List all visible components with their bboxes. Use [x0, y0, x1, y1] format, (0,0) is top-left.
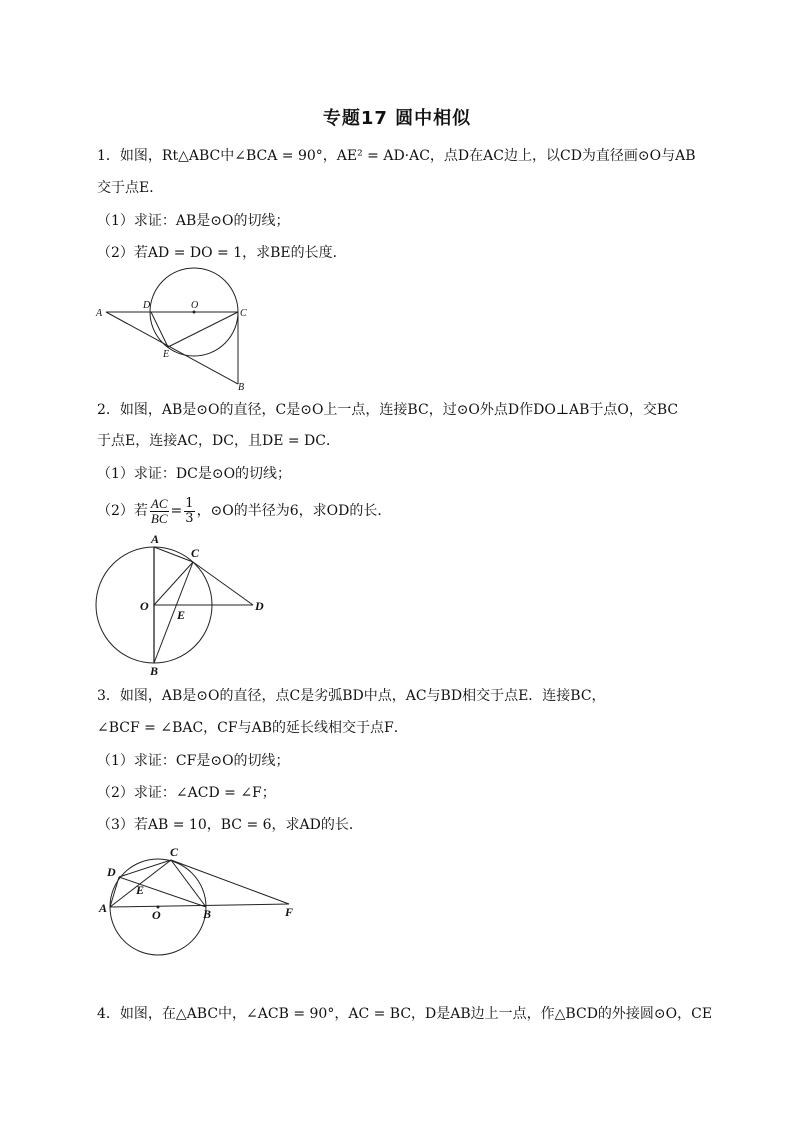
label-b: B: [150, 664, 159, 678]
label-d: D: [107, 865, 116, 879]
problem-1-line-2: 交于点E．: [97, 180, 164, 196]
q2-suffix: ，⊙O的半径为6，求OD的长．: [196, 503, 392, 519]
label-o: O: [191, 300, 199, 311]
label-c: C: [170, 845, 179, 859]
segment-ac: [154, 547, 193, 562]
problem-3-question-3: （3）若AB = 10，BC = 6，求AD的长．: [97, 817, 363, 833]
label-d: D: [255, 599, 264, 613]
label-b: B: [203, 907, 212, 921]
figure-3: [98, 846, 298, 956]
page-title: 专题17 圆中相似: [322, 108, 472, 129]
figure-2: [96, 532, 271, 677]
label-a: A: [151, 532, 160, 546]
q2-prefix: （2）若: [97, 503, 148, 519]
segment-ce: [168, 312, 238, 347]
equals-sign: =: [170, 503, 183, 519]
segment-dc: [119, 860, 171, 877]
problem-1-line-1: 1．如图，Rt△ABC中∠BCA = 90°，AE² = AD·AC，点D在AC边上，以CD为直径画⊙O与AB: [97, 148, 696, 164]
segment-bc: [154, 562, 193, 663]
segment-cf: [171, 860, 289, 904]
label-a: A: [99, 901, 108, 915]
problem-1-question-2: （2）若AD = DO = 1，求BE的长度．: [97, 245, 347, 261]
fraction-numerator: AC: [150, 495, 168, 511]
problem-2-question-2: [97, 496, 391, 526]
label-c: C: [191, 546, 200, 560]
segment-ad: [110, 877, 119, 907]
problem-4-line-1: 4．如图，在△ABC中，∠ACB = 90°，AC = BC，D是AB边上一点，作△BCD的外接圆⊙O，CE: [97, 1006, 713, 1022]
label-b: B: [238, 382, 245, 393]
problem-3-line-2: ∠BCF = ∠BAC，CF与AB的延长线相交于点F．: [97, 720, 408, 736]
label-o: O: [152, 908, 161, 922]
label-o: O: [140, 599, 149, 613]
problem-3-question-1: （1）求证：CF是⊙O的切线；: [97, 753, 290, 769]
segment-oc: [154, 562, 193, 605]
segment-ab: [106, 312, 238, 384]
label-e: E: [136, 883, 145, 897]
fraction-one-third: [184, 497, 194, 526]
problem-3-question-2: （2）求证：∠ACD = ∠F；: [97, 785, 276, 801]
problem-2-line-1: 2．如图，AB是⊙O的直径，C是⊙O上一点，连接BC，过⊙O外点D作DO⊥AB于点O，交BC: [97, 402, 679, 418]
label-f: F: [285, 905, 294, 919]
label-d: D: [143, 300, 151, 311]
segment-cd: [193, 562, 253, 605]
label-e: E: [163, 349, 170, 360]
label-a: A: [96, 308, 103, 319]
fraction-ac-bc: [150, 497, 169, 526]
problem-2-question-1: （1）求证：DC是⊙O的切线；: [97, 466, 292, 482]
problem-1-question-1: （1）求证：AB是⊙O的切线；: [97, 213, 290, 229]
label-e: E: [177, 608, 186, 622]
label-c: C: [240, 308, 247, 319]
segment-db: [119, 877, 206, 907]
fraction-denominator: BC: [150, 510, 168, 526]
figure-1: [96, 266, 266, 391]
fraction-numerator: 1: [185, 495, 194, 511]
problem-2-line-2: 于点E，连接AC，DC，且DE = DC．: [97, 433, 340, 449]
fraction-denominator: 3: [185, 510, 194, 526]
problem-3-line-1: 3．如图，AB是⊙O的直径，点C是劣弧BD中点，AC与BD相交于点E．连接BC，: [97, 688, 606, 704]
